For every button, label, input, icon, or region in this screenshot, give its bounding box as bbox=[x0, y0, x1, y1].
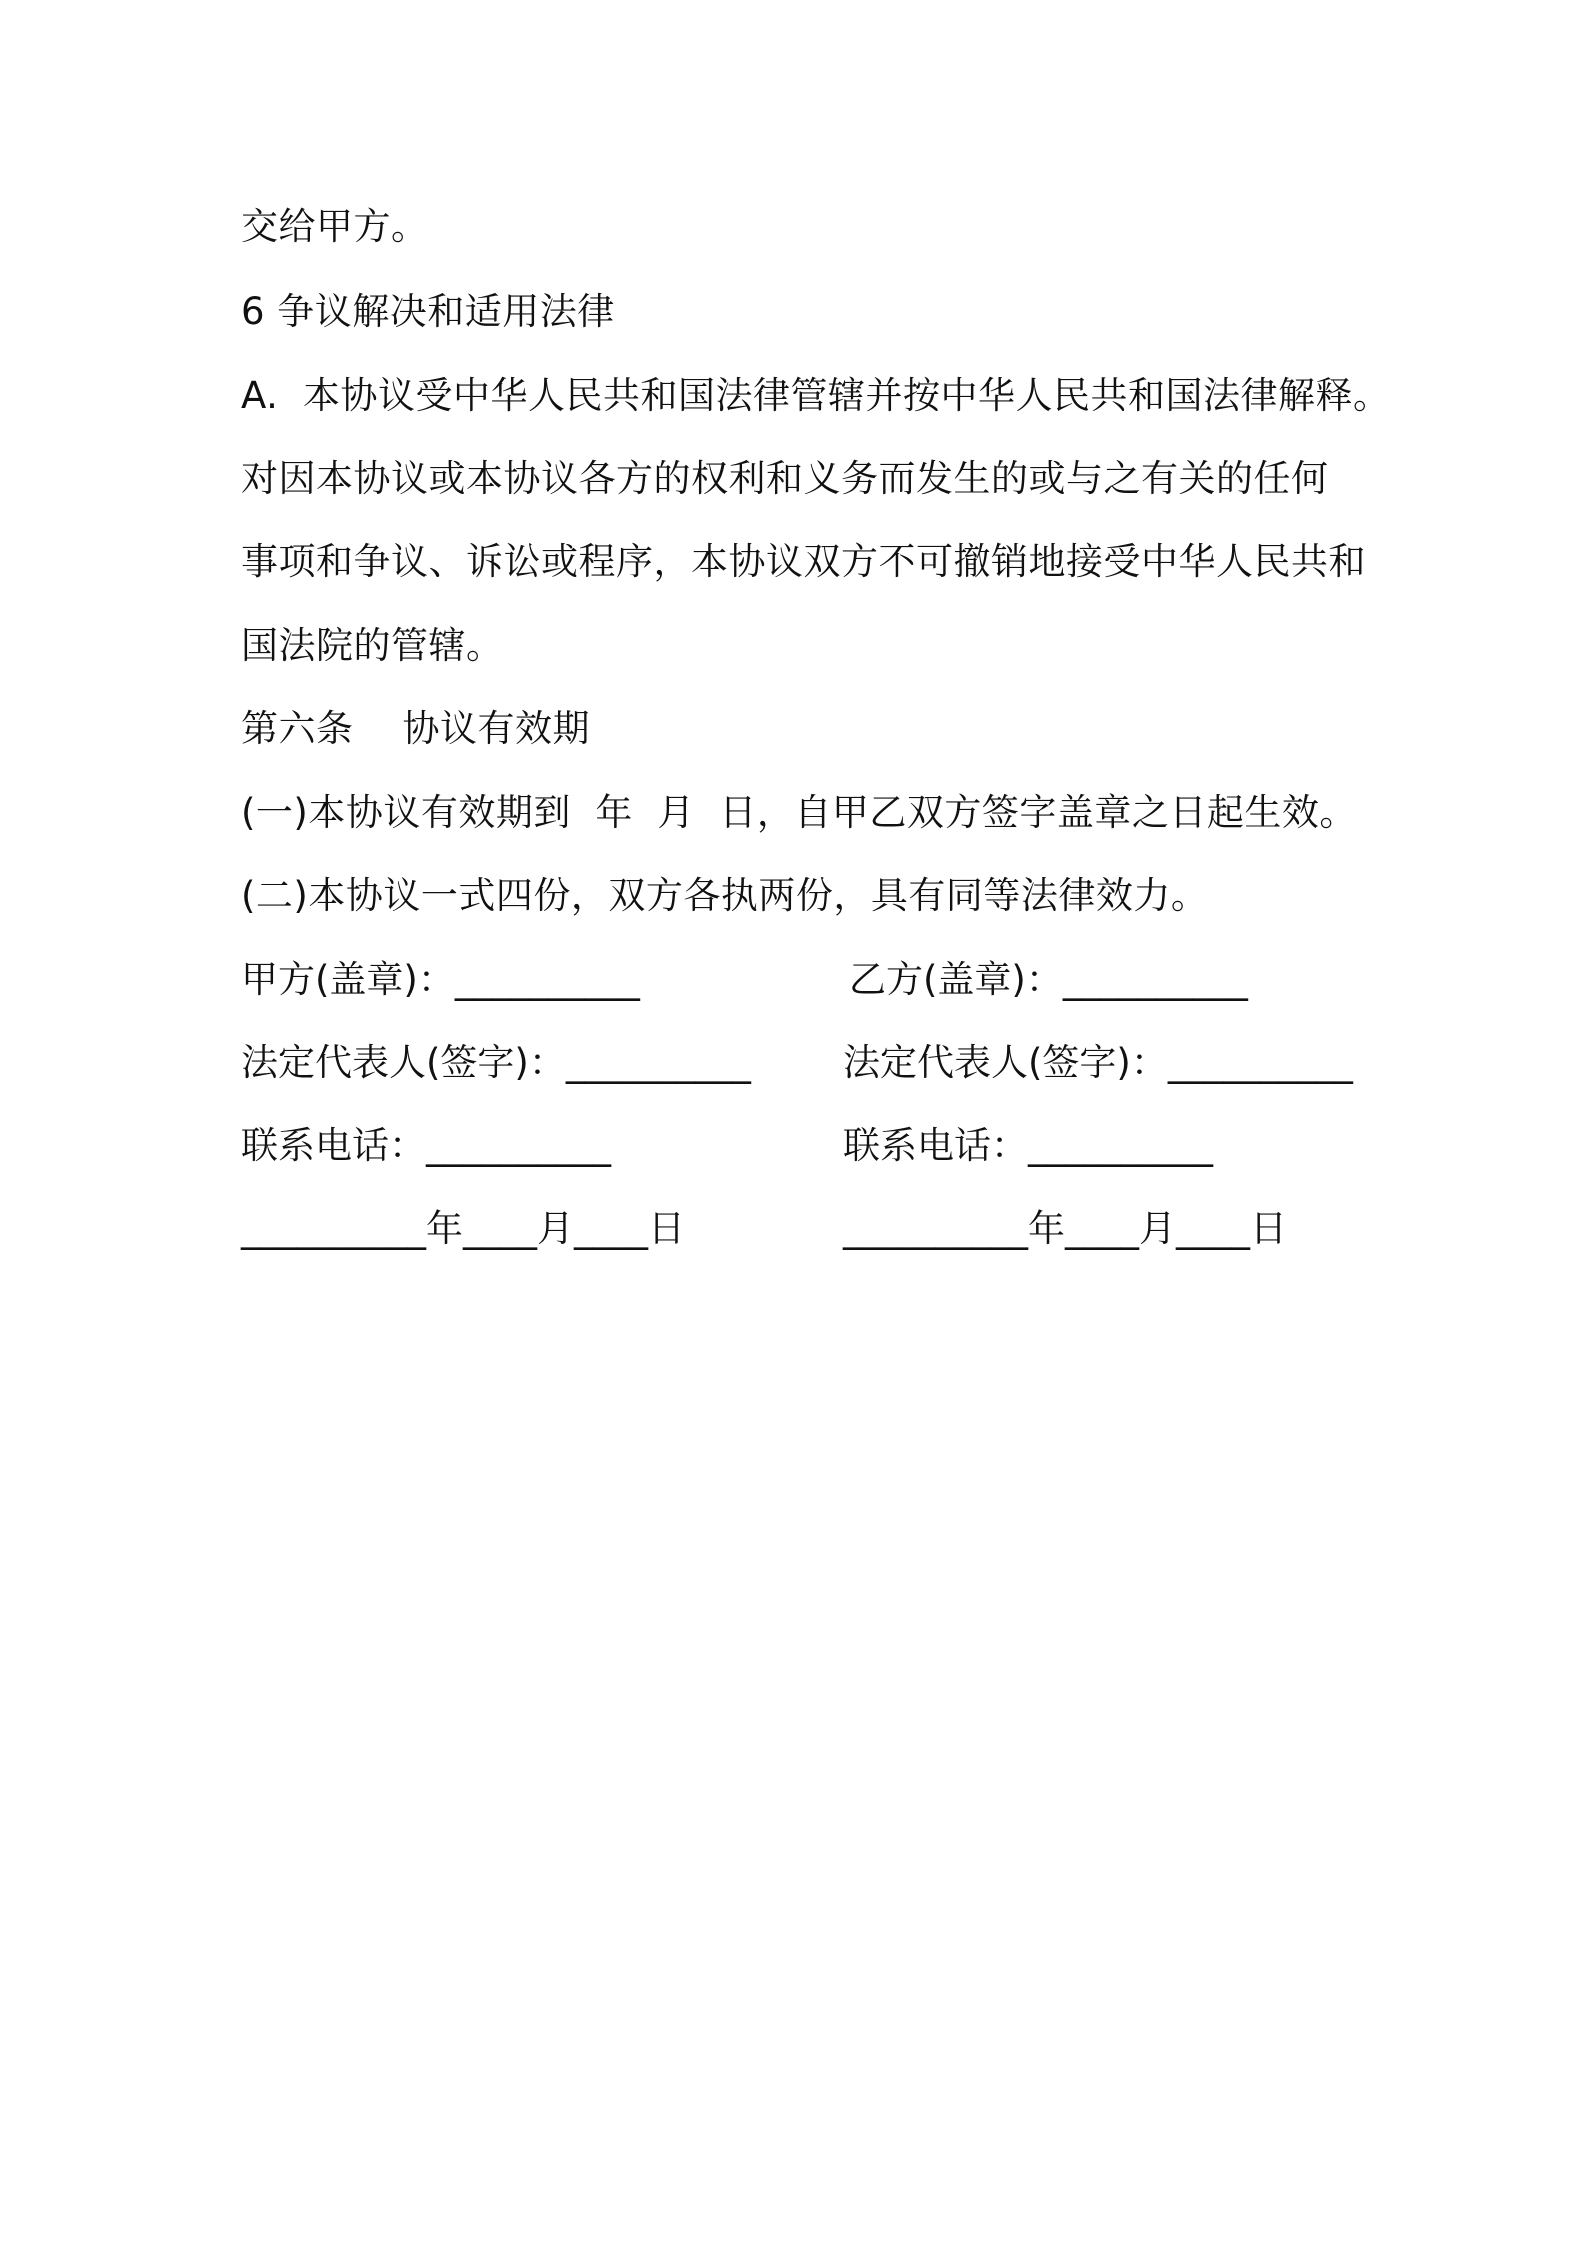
party-b-seal-field: 乙方(盖章)：__________ bbox=[849, 958, 1248, 1001]
party-a-date-field: __________年____月____日 bbox=[241, 1207, 685, 1250]
article-heading: 第六条 协议有效期 bbox=[241, 707, 591, 750]
party-b-phone-field: 联系电话：__________ bbox=[843, 1124, 1213, 1167]
party-b-date-field: __________年____月____日 bbox=[843, 1207, 1287, 1250]
section-heading: 6 争议解决和适用法律 bbox=[241, 290, 615, 333]
party-a-representative-field: 法定代表人(签字)：__________ bbox=[241, 1041, 751, 1084]
paragraph-line: 交给甲方。 bbox=[241, 205, 429, 248]
paragraph-line: (一)本协议有效期到 年 月 日，自甲乙双方签字盖章之日起生效。 bbox=[241, 791, 1357, 834]
party-a-phone-field: 联系电话：__________ bbox=[241, 1124, 611, 1167]
party-b-representative-field: 法定代表人(签字)：__________ bbox=[843, 1041, 1353, 1084]
paragraph-line: 国法院的管辖。 bbox=[241, 624, 504, 667]
paragraph-line: (二)本协议一式四份，双方各执两份，具有同等法律效力。 bbox=[241, 874, 1209, 917]
paragraph-line: 对因本协议或本协议各方的权利和义务而发生的或与之有关的任何 bbox=[241, 457, 1329, 500]
party-a-seal-field: 甲方(盖章)：__________ bbox=[241, 958, 640, 1001]
paragraph-line: 事项和争议、诉讼或程序，本协议双方不可撤销地接受中华人民共和 bbox=[241, 540, 1366, 583]
paragraph-line: A. 本协议受中华人民共和国法律管辖并按中华人民共和国法律解释。 bbox=[241, 374, 1391, 417]
